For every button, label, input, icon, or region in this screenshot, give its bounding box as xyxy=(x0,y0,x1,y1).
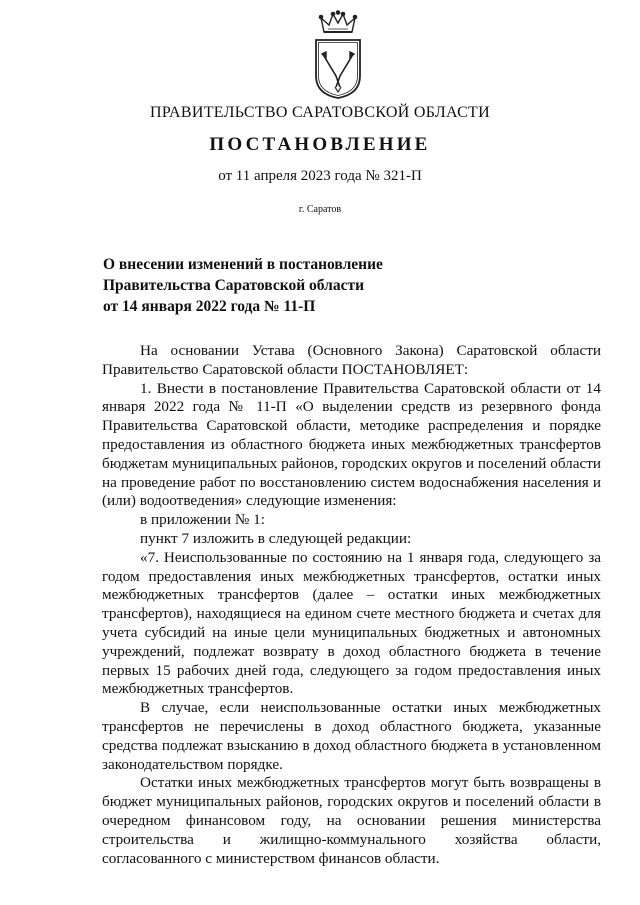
subject-line: Правительства Саратовской области xyxy=(103,277,364,294)
subject-line: О внесении изменений в постановление xyxy=(103,256,383,273)
clause-7-paragraph: «7. Неиспользованные по состоянию на 1 января года, следующего за годом предоставления иных межбюджетных трансфертов, остатки иных межбюджетных трансфертов (далее – остатки иных межбюджетных трансфертов), находящиеся на едином счете местного бюджета и счетах для учета субсидий на иные цели муниципальных бюджетных и автономных учреждений, подлежат возврату в доход областного бюджета в течение первых 15 рабочих дней года, следующего за годом предоставления иных межбюджетных трансфертов. xyxy=(102,548,601,698)
clause-instruction: пункт 7 изложить в следующей редакции: xyxy=(140,529,412,547)
organization-name: ПРАВИТЕЛЬСТВО САРАТОВСКОЙ ОБЛАСТИ xyxy=(150,104,490,121)
document-type: ПОСТАНОВЛЕНИЕ xyxy=(209,134,431,155)
document-subject xyxy=(103,254,423,317)
date-and-number: от 11 апреля 2023 года № 321-П xyxy=(218,168,422,184)
unpaid-balances-paragraph: В случае, если неиспользованные остатки иных межбюджетных трансфертов не перечислены в доход областного бюджета, указанные средства подлежат взысканию в доход областного бюджета в установленном законодательством порядке. xyxy=(102,699,601,773)
item-1-paragraph: 1. Внести в постановление Правительства Саратовской области от 14 января 2022 года № 11-П «О выделении средств из резервного фонда Правительства Саратовской области, методике распределения и порядке предоставления из областного бюджета иных межбюджетных трансфертов бюджетам муниципальных районов, городских округов и поселений области на проведение работ по восстановлению систем водоснабжения населения и (или) водоотведения» следующие изменения: xyxy=(102,379,601,510)
preamble-paragraph: На основании Устава (Основного Закона) Саратовской области Правительство Саратовской области ПОСТАНОВЛЯЕТ: xyxy=(102,342,601,378)
appendix-reference: в приложении № 1: xyxy=(140,511,265,529)
saratov-coat-of-arms-icon xyxy=(304,10,372,100)
city: г. Саратов xyxy=(298,204,342,215)
subject-line: от 14 января 2022 года № 11-П xyxy=(103,298,316,315)
balances-return-paragraph: Остатки иных межбюджетных трансфертов могут быть возвращены в бюджет муниципальных районов, городских округов и поселений области в очередном финансовом году, на основании решения министерства строительства и жилищно-коммунального хозяйства области, согласованного с министерством финансов области. xyxy=(102,774,601,867)
document-body xyxy=(102,342,601,868)
